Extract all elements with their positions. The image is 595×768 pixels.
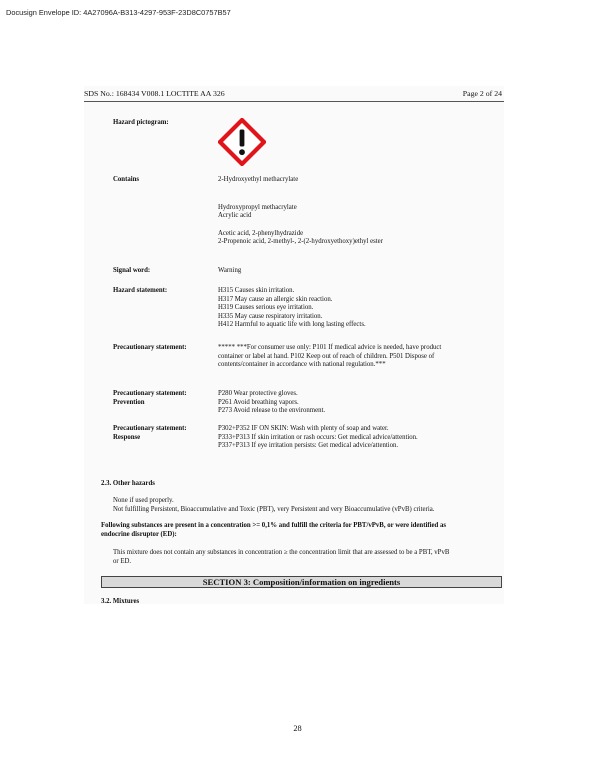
- pbt-criteria-line: endocrine disruptor (ED):: [101, 530, 177, 538]
- precautionary-line: contents/container in accordance with national regulation.***: [218, 361, 386, 368]
- hazard-statement: H412 Harmful to aquatic life with long lasting effects.: [218, 321, 366, 328]
- prevention-line: P261 Avoid breathing vapors.: [218, 398, 299, 406]
- header-divider: [84, 101, 504, 102]
- contains-item: Acetic acid, 2-phenylhydrazide: [218, 230, 304, 237]
- response-line: P302+P352 IF ON SKIN: Wash with plenty of soap and water.: [218, 425, 389, 432]
- contains-label: Contains: [113, 176, 140, 183]
- contains-item: 2-Propenoic acid, 2-methyl-, 2-(2-hydroxyethoxy)ethyl ester: [218, 238, 383, 245]
- hazard-statement: H315 Causes skin irritation.: [218, 287, 295, 294]
- precautionary-statement-label: Precautionary statement:: [113, 344, 187, 351]
- contains-item: 2-Hydroxyethyl methacrylate: [218, 176, 299, 183]
- precautionary-line: container or label at hand. P102 Keep out of reach of children. P501 Dispose of: [218, 352, 435, 360]
- page-number: 28: [293, 724, 302, 733]
- mixture-statement-line: or ED.: [113, 557, 132, 565]
- signal-word: Warning: [218, 267, 242, 274]
- contains-item: Acrylic acid: [218, 212, 252, 219]
- response-sublabel: Response: [113, 433, 141, 441]
- other-hazards-line: None if used properly.: [113, 497, 174, 504]
- mixtures-heading: 3.2. Mixtures: [101, 598, 140, 605]
- contains-item: Hydroxypropyl methacrylate: [218, 204, 297, 211]
- signal-word-label: Signal word:: [113, 267, 151, 274]
- prevention-line: P280 Wear protective gloves.: [218, 390, 298, 397]
- pbt-criteria-line: Following substances are present in a concentration >= 0,1% and fulfill the criteria for PBT/vPvB, or were identified as: [101, 522, 447, 529]
- hazard-statement: H335 May cause respiratory irritation.: [218, 312, 323, 320]
- prevention-label: Precautionary statement:: [113, 390, 187, 397]
- hazard-statement: H317 May cause an allergic skin reaction.: [218, 295, 333, 303]
- response-label: Precautionary statement:: [113, 425, 187, 432]
- prevention-sublabel: Prevention: [113, 398, 145, 406]
- other-hazards-heading: 2.3. Other hazards: [101, 480, 155, 487]
- precautionary-line: ***** ***For consumer use only: P101 If medical advice is needed, have product: [218, 344, 442, 351]
- hazard-statement: H319 Causes serious eye irritation.: [218, 304, 314, 311]
- prevention-line: P273 Avoid release to the environment.: [218, 407, 326, 414]
- section-3-heading: SECTION 3: Composition/information on ingredients: [101, 576, 502, 588]
- response-line: P337+P313 If eye irritation persists: Get medical advice/attention.: [218, 442, 399, 449]
- sds-header-left: SDS No.: 168434 V008.1 LOCTITE AA 326: [84, 89, 225, 98]
- other-hazards-line: Not fulfilling Persistent, Bioaccumulative and Toxic (PBT), very Persistent and very Bioaccumulative (vPvB) criteria.: [113, 505, 435, 513]
- exclamation-mark-icon: [218, 118, 266, 166]
- response-line: P333+P313 If skin irritation or rash occurs: Get medical advice/attention.: [218, 433, 418, 441]
- mixture-statement-line: This mixture does not contain any substances in concentration ≥ the concentration limit that are assessed to be a PBT, vPvB: [113, 549, 450, 556]
- envelope-id: Docusign Envelope ID: 4A27096A-B313-4297-953F-23D8C0757B57: [6, 8, 231, 17]
- sds-header-page: Page 2 of 24: [462, 89, 502, 98]
- hazard-pictogram-label: Hazard pictogram:: [113, 119, 169, 126]
- hazard-statement-label: Hazard statement:: [113, 287, 168, 294]
